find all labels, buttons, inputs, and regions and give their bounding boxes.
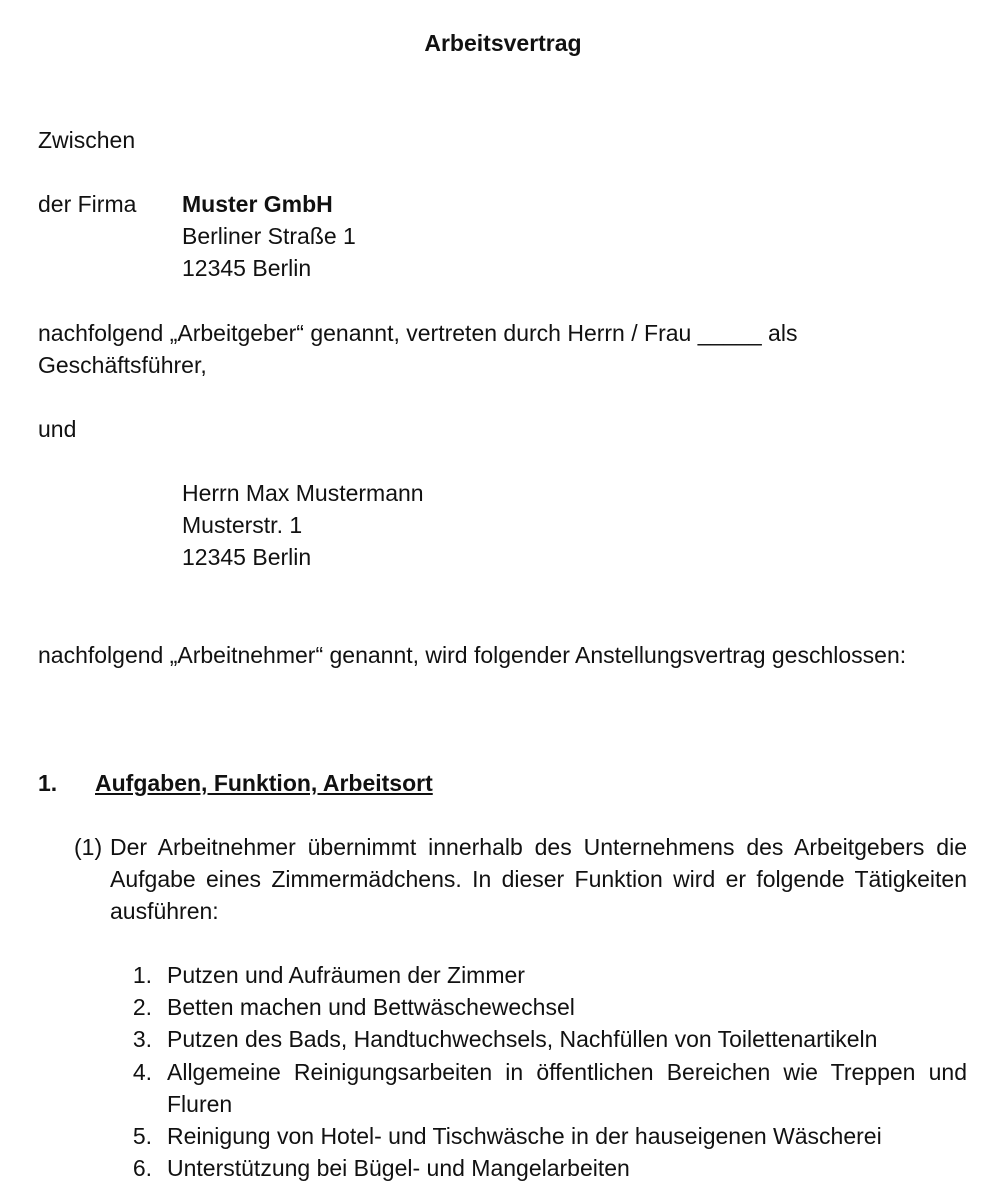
employer-clause-line2: Geschäftsführer, (38, 352, 207, 378)
list-item-number: 4. (132, 1059, 152, 1085)
list-item-number: 3. (132, 1026, 152, 1052)
document-title: Arbeitsvertrag (424, 30, 582, 56)
employer-city: 12345 Berlin (182, 255, 312, 281)
employee-city: 12345 Berlin (182, 544, 312, 570)
employee-clause: nachfolgend „Arbeitnehmer“ genannt, wird folgender Anstellungsvertrag geschlossen: (38, 642, 907, 668)
list-item-text-continued: Fluren (167, 1091, 233, 1117)
section-number: 1. (38, 770, 58, 796)
list-item-number: 1. (132, 962, 152, 988)
section-heading: Aufgaben, Funktion, Arbeitsort (95, 770, 433, 796)
list-item-text: Betten machen und Bettwäschewechsel (167, 994, 575, 1020)
employer-clause-line1: nachfolgend „Arbeitgeber“ genannt, vertreten durch Herrn / Frau _____ als (38, 320, 798, 346)
employer-name: Muster GmbH (182, 191, 333, 217)
list-item-text: Putzen des Bads, Handtuchwechsels, Nachfüllen von Toilettenartikeln (167, 1026, 878, 1052)
paragraph-line-3: ausführen: (110, 898, 219, 924)
list-item-text: Reinigung von Hotel- und Tischwäsche in der hauseigenen Wäscherei (167, 1123, 882, 1149)
list-item-text: Putzen und Aufräumen der Zimmer (167, 962, 525, 988)
list-item-number: 6. (132, 1155, 152, 1181)
paragraph-label: (1) (74, 834, 103, 860)
paragraph-line-1: Der Arbeitnehmer übernimmt innerhalb des Unternehmens des Arbeitgebers die (110, 834, 967, 860)
intro-text: Zwischen (38, 127, 136, 153)
list-item-number: 5. (132, 1123, 152, 1149)
employer-label: der Firma (38, 191, 137, 217)
paragraph-line-2: Aufgabe eines Zimmermädchens. In dieser Funktion wird er folgende Tätigkeiten (110, 866, 967, 892)
list-item-text: Allgemeine Reinigungsarbeiten in öffentlichen Bereichen wie Treppen und (167, 1059, 967, 1085)
list-item-number: 2. (132, 994, 152, 1020)
list-item-text: Unterstützung bei Bügel- und Mangelarbeiten (167, 1155, 630, 1181)
conjunction-text: und (38, 416, 77, 442)
employer-street: Berliner Straße 1 (182, 223, 356, 249)
employee-street: Musterstr. 1 (182, 512, 303, 538)
employee-name: Herrn Max Mustermann (182, 480, 424, 506)
